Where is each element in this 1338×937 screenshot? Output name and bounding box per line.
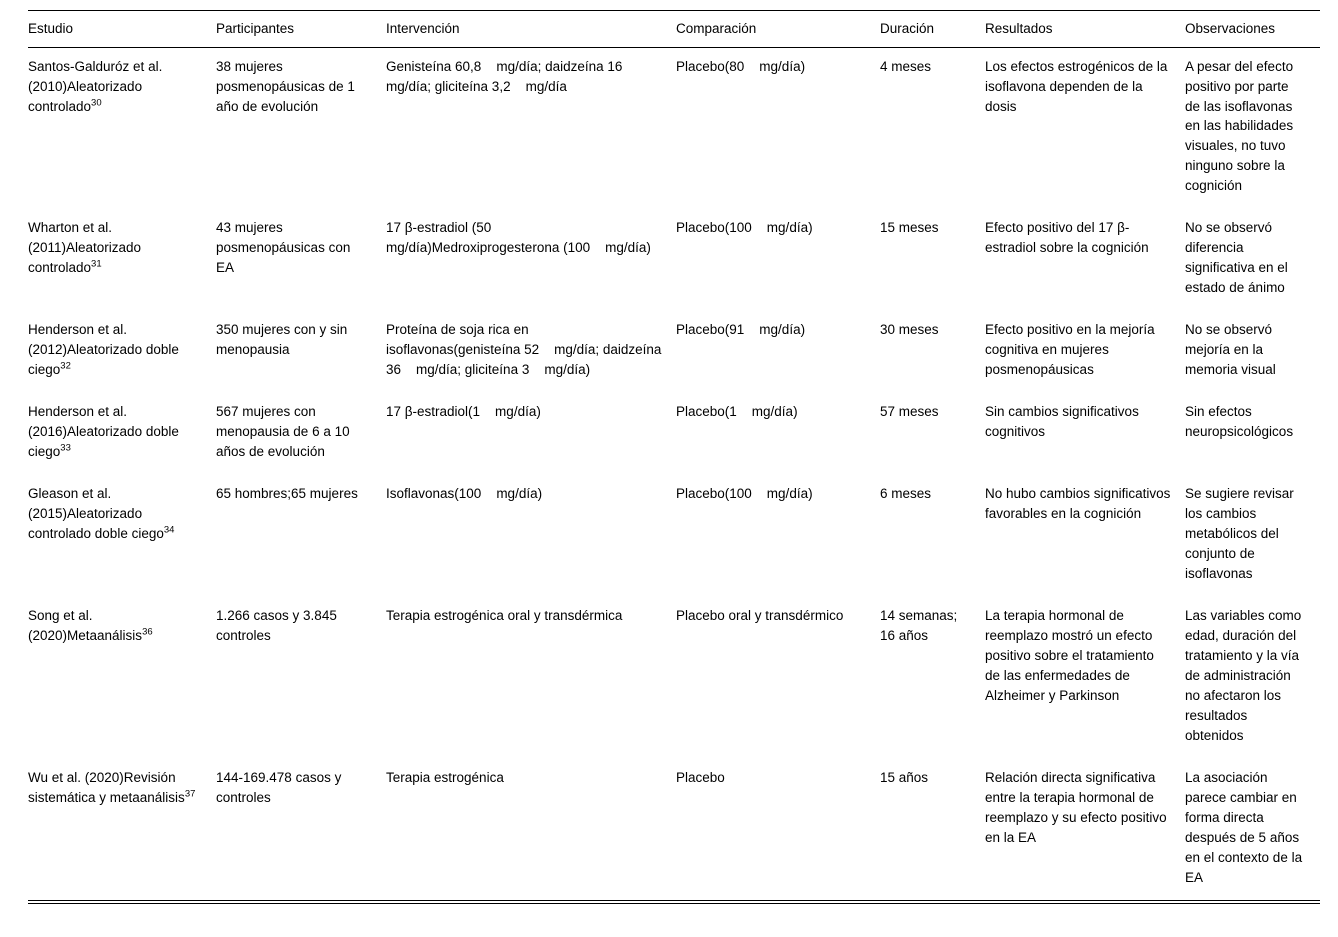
cell-observaciones: La asociación parece cambiar en forma directa después de 5 años en el contexto de la EA xyxy=(1185,769,1306,885)
table-row xyxy=(28,311,1320,393)
cell-duracion: 15 meses xyxy=(880,220,939,236)
cell-resultados: Efecto positivo en la mejoría cognitiva en mujeres posmenopáusicas xyxy=(985,322,1159,378)
study-name: Santos-Galduróz et al. (2010)Aleatorizado controlado xyxy=(28,58,167,114)
cell-intervencion: Genisteína 60,8 mg/día; daidzeína 16 mg/día; gliciteína 3,2 mg/día xyxy=(386,58,638,94)
reference-superscript: 36 xyxy=(142,626,153,638)
reference-superscript: 33 xyxy=(60,442,71,454)
column-header-duracion: Duración xyxy=(880,11,985,48)
cell-estudio xyxy=(28,311,216,393)
reference-superscript: 34 xyxy=(163,524,175,536)
cell-participantes: 350 mujeres con y sin menopausia xyxy=(216,322,352,358)
cell-observaciones: No se observó diferencia significativa en el estado de ánimo xyxy=(1185,220,1292,296)
cell-intervencion: Terapia estrogénica oral y transdérmica xyxy=(386,607,623,623)
cell-duracion: 14 semanas; 16 años xyxy=(880,607,962,643)
cell-estudio xyxy=(28,47,216,209)
cell-participantes: 65 hombres;65 mujeres xyxy=(216,486,358,502)
column-header-comparacion: Comparación xyxy=(676,11,880,48)
cell-participantes: 1.266 casos y 3.845 controles xyxy=(216,607,341,643)
column-header-resultados: Resultados xyxy=(985,11,1185,48)
cell-comparacion: Placebo(100 mg/día) xyxy=(676,486,813,502)
cell-resultados: Sin cambios significativos cognitivos xyxy=(985,404,1143,440)
cell-comparacion: Placebo(91 mg/día) xyxy=(676,322,806,338)
cell-observaciones: Las variables como edad, duración del tratamiento y la vía de administración no afectaron los resultados obtenidos xyxy=(1185,607,1306,743)
cell-estudio xyxy=(28,759,216,903)
cell-duracion: 57 meses xyxy=(880,404,939,420)
table-row xyxy=(28,597,1320,759)
cell-estudio xyxy=(28,597,216,759)
cell-duracion: 15 años xyxy=(880,769,929,785)
header-row xyxy=(28,11,1320,48)
column-header-participantes: Participantes xyxy=(216,11,386,48)
cell-estudio xyxy=(28,475,216,597)
column-header-observaciones: Observaciones xyxy=(1185,11,1320,48)
reference-superscript: 32 xyxy=(60,360,71,372)
study-name: Song et al. (2020)Metaanálisis xyxy=(28,607,143,643)
cell-participantes: 567 mujeres con menopausia de 6 a 10 años de evolución xyxy=(216,404,354,460)
cell-intervencion: Terapia estrogénica xyxy=(386,769,504,785)
cell-observaciones: Se sugiere revisar los cambios metabólicos del conjunto de isoflavonas xyxy=(1185,486,1298,581)
column-header-estudio: Estudio xyxy=(28,11,216,48)
cell-intervencion: Isoflavonas(100 mg/día) xyxy=(386,486,543,502)
cell-resultados: No hubo cambios significativos favorables en la cognición xyxy=(985,486,1175,521)
table-row xyxy=(28,209,1320,311)
study-name: Wharton et al. (2011)Aleatorizado controlado xyxy=(28,220,145,276)
cell-comparacion: Placebo oral y transdérmico xyxy=(676,607,844,623)
cell-observaciones: A pesar del efecto positivo por parte de las isoflavonas en las habilidades visuales, no tuvo ninguno sobre la cognición xyxy=(1185,58,1297,194)
reference-superscript: 30 xyxy=(91,97,102,108)
cell-comparacion: Placebo xyxy=(676,769,725,785)
cell-participantes: 43 mujeres posmenopáusicas con EA xyxy=(216,220,355,276)
cell-participantes: 144-169.478 casos y controles xyxy=(216,769,346,805)
cell-resultados: Relación directa significativa entre la terapia hormonal de reemplazo y su efecto positivo en la EA xyxy=(985,769,1171,845)
cell-resultados: Los efectos estrogénicos de la isoflavona dependen de la dosis xyxy=(985,58,1172,114)
column-header-intervencion: Intervención xyxy=(386,11,676,48)
table-row xyxy=(28,759,1320,903)
cell-observaciones: No se observó mejoría en la memoria visual xyxy=(1185,322,1276,378)
cell-duracion: 6 meses xyxy=(880,486,932,502)
reference-superscript: 31 xyxy=(91,258,102,270)
cell-duracion: 4 meses xyxy=(880,58,932,74)
cell-comparacion: Placebo(1 mg/día) xyxy=(676,404,798,420)
study-name: Henderson et al. (2016)Aleatorizado doble ciego xyxy=(28,404,183,460)
table-row xyxy=(28,475,1320,597)
cell-intervencion: 17 β-estradiol(1 mg/día) xyxy=(386,404,541,420)
cell-observaciones: Sin efectos neuropsicológicos xyxy=(1185,404,1294,440)
cell-participantes: 38 mujeres posmenopáusicas de 1 año de evolución xyxy=(216,58,370,114)
cell-intervencion: Proteína de soja rica en isoflavonas(genisteína 52 mg/día; daidzeína 36 mg/día; gliciteína 3 mg/día) xyxy=(386,322,666,378)
cell-resultados: Efecto positivo del 17 β-estradiol sobre la cognición xyxy=(985,220,1149,256)
cell-duracion: 30 meses xyxy=(880,322,939,338)
cell-intervencion: 17 β-estradiol (50 mg/día)Medroxiprogesterona (100 mg/día) xyxy=(386,220,651,256)
cell-comparacion: Placebo(80 mg/día) xyxy=(676,58,806,74)
study-name: Henderson et al. (2012)Aleatorizado doble ciego xyxy=(28,322,183,378)
study-name: Gleason et al. (2015)Aleatorizado controlado doble ciego xyxy=(28,486,164,541)
cell-resultados: La terapia hormonal de reemplazo mostró un efecto positivo sobre el tratamiento de las enfermedades de Alzheimer y Parkinson xyxy=(985,607,1158,703)
cell-estudio xyxy=(28,209,216,311)
table-row xyxy=(28,47,1320,209)
study-name: Wu et al. (2020)Revisión sistemática y metaanálisis xyxy=(28,769,185,805)
cell-estudio xyxy=(28,393,216,475)
reference-superscript: 37 xyxy=(184,788,196,800)
table-row xyxy=(28,393,1320,475)
studies-table xyxy=(28,10,1320,904)
cell-comparacion: Placebo(100 mg/día) xyxy=(676,220,813,236)
